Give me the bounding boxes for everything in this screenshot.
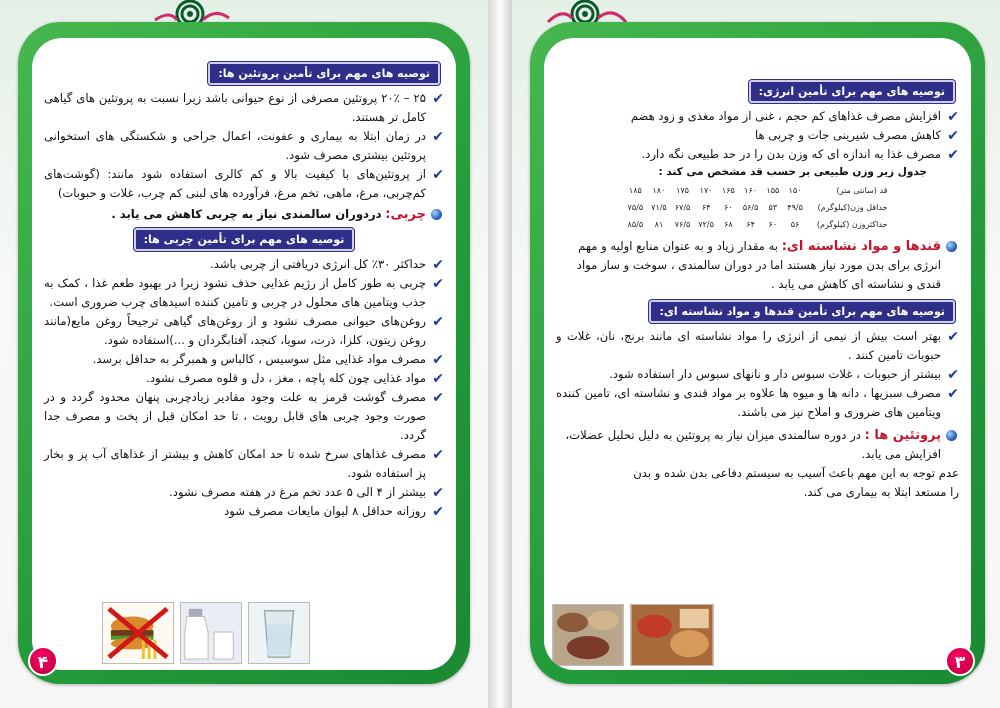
proteins-intro-text: در دوره سالمندی میزان نیاز به پروتئین به دلیل تحلیل عضلات، افزایش می یابد. <box>565 428 941 461</box>
table-cell: حداقل وزن(کیلوگرم) <box>817 203 888 212</box>
page-number-badge: ۴ <box>28 646 58 676</box>
table-cell: ۱۷۵ <box>676 186 689 195</box>
protein-tips-list <box>44 89 444 203</box>
table-cell: ۸۵/۵ <box>627 220 644 229</box>
list-item-text: بهتر است بیش از نیمی از انرژی را مواد نشاسته ای مانند برنج، نان، غلات و حبوبات تامین کنند . <box>556 329 941 362</box>
check-icon: ✔ <box>432 129 444 145</box>
check-icon: ✔ <box>947 109 959 125</box>
list-item-text: مصرف غذا به اندازه ای که وزن بدن را در حد طبیعی نگه دارد. <box>641 147 941 161</box>
carbs-intro-text: به مقدار زیاد و به عنوان منابع اولیه و مهم انرژی برای بدن مورد نیاز هستند اما در دوران سالمندی ، سوخت و ساز مواد قندی و نشاسته ای کاهش می یابد . <box>576 239 941 291</box>
list-item-text: در زمان ابتلا به بیماری و عفونت، اعمال جراحی و شکستگی های استخوانی پروتئین بیشتری مصرف شود. <box>44 129 426 162</box>
list-item <box>44 274 444 312</box>
table-cell: ۷۲/۵ <box>698 220 714 229</box>
check-icon: ✔ <box>432 352 444 368</box>
table-cell: ۱۶۵ <box>721 186 735 195</box>
check-icon: ✔ <box>947 367 959 383</box>
fat-intro <box>44 205 444 224</box>
energy-tips-title: توصیه های مهم برای تأمین انرژی: <box>749 80 955 103</box>
carbs-label: قندها و مواد نشاسته ای: <box>781 239 941 254</box>
list-item <box>44 350 444 369</box>
proteins-note: عدم توجه به این مهم باعث آسیب به سیستم دفاعی بدن شده و بدن را مستعد ابتلا به بیماری می کند. <box>633 466 959 499</box>
table-cell: ۶۴ <box>746 220 755 229</box>
right-photos <box>552 604 714 666</box>
table-cell: ۵۶/۵ <box>742 203 759 212</box>
check-icon: ✔ <box>432 390 444 406</box>
check-icon: ✔ <box>432 257 444 273</box>
right-page-content <box>544 38 971 670</box>
list-item-text: روغن‌های حیوانی مصرف نشود و از روغن‌های گیاهی ترجیحاً روغن مایع(مانند روغن زیتون، کلزا، ذرت، سویا، کنجد، آفتابگردان و ...)استفاده شود. <box>44 314 426 347</box>
table-cell: ۱۶۰ <box>744 186 758 195</box>
left-page <box>18 22 470 684</box>
check-icon: ✔ <box>947 329 959 345</box>
list-item-text: افزایش مصرف غذاهای کم حجم ، غنی از مواد مغذی و زود هضم <box>630 109 941 123</box>
table-cell: قد (سانتی متر) <box>836 186 888 195</box>
list-item <box>44 502 444 521</box>
list-item-text: از پروتئین‌های با کیفیت بالا و کم کالری استفاده شود مانند: (گوشت‌های کم‌چربی، مرغ، ماهی، تخم مرغ، فرآورده های لبنی کم چرب، غلات و حبوبات) <box>44 167 426 200</box>
check-icon: ✔ <box>947 147 959 163</box>
table-cell: ۱۸۰ <box>652 186 666 195</box>
list-item <box>44 165 444 203</box>
list-item <box>556 365 959 384</box>
fat-intro-text: دردوران سالمندی نیاز به چربی کاهش می یابد . <box>111 207 382 221</box>
list-item <box>556 107 959 126</box>
right-page <box>530 22 985 684</box>
list-item <box>556 384 959 422</box>
table-cell: ۱۵۵ <box>766 186 780 195</box>
check-icon: ✔ <box>432 447 444 463</box>
list-item <box>44 127 444 165</box>
list-item-text: کاهش مصرف شیرینی جات و چربی ها <box>754 128 941 142</box>
table-cell: ۶۷/۵ <box>674 203 691 212</box>
lentils-beans-icon <box>630 604 714 666</box>
table-cell: ۴۹/۵ <box>787 203 803 212</box>
book-spine <box>488 0 512 708</box>
check-icon: ✔ <box>432 276 444 292</box>
left-page-content <box>32 38 456 670</box>
check-icon: ✔ <box>432 91 444 107</box>
list-item <box>44 89 444 127</box>
energy-tips-list <box>556 107 959 164</box>
table-cell: ۷۶/۵ <box>674 220 691 229</box>
list-item-text: مصرف مواد غذایی مثل سوسیس ، کالباس و همبرگر به حداقل برسد. <box>92 352 426 366</box>
no-fast-food-icon <box>102 602 174 664</box>
page-number-badge: ۳ <box>945 646 975 676</box>
list-item-text: بیشتر از حبوبات ، غلات سبوس دار و نانهای سبوس دار استفاده شود. <box>609 367 941 381</box>
list-item <box>556 126 959 145</box>
table-cell: ۵۳ <box>768 203 778 212</box>
bullet-dot-icon <box>946 430 957 441</box>
list-item-text: مصرف گوشت قرمز به علت وجود مقادیر زیادچربی پنهان محدود گردد و در صورت وجود چربی های قابل رویت ، تا حد امکان قبل از پخت و مصرف جدا گردد. <box>44 390 426 442</box>
table-cell: ۱۷۰ <box>699 186 713 195</box>
milk-icon <box>180 602 242 664</box>
proteins-intro <box>556 426 959 464</box>
table-row <box>624 182 892 199</box>
list-item-text: روزانه حداقل ۸ لیوان مایعات مصرف شود <box>224 504 426 518</box>
list-item-text: چربی به طور کامل از رژیم غذایی حذف نشود زیرا در بهبود طعم غذا ، کمک به جذب ویتامین های محلول در چربی و تامین کننده اسیدهای چرب ضروری است. <box>44 276 426 309</box>
list-item <box>556 145 959 164</box>
bullet-dot-icon <box>431 209 442 220</box>
list-item-text: بیشتر از ۴ الی ۵ عدد تخم مرغ در هفته مصرف نشود. <box>169 485 426 499</box>
check-icon: ✔ <box>432 371 444 387</box>
table-cell: ۸۱ <box>654 220 664 229</box>
table-cell: ۷۵/۵ <box>627 203 644 212</box>
fat-tips-list <box>44 255 444 521</box>
fat-tips-title: توصیه های مهم برای تأمین چربی ها: <box>134 228 355 251</box>
check-icon: ✔ <box>432 504 444 520</box>
check-icon: ✔ <box>947 128 959 144</box>
table-cell: ۶۰ <box>724 203 733 212</box>
check-icon: ✔ <box>432 485 444 501</box>
table-cell: ۷۱/۵ <box>651 203 667 212</box>
list-item-text: مصرف غذاهای سرخ شده تا حد امکان کاهش و بیشتر از غذاهای آب پز و بخار پز استفاده شود. <box>44 447 426 480</box>
table-cell: ۱۵۰ <box>788 186 802 195</box>
list-item <box>44 388 444 445</box>
list-item-text: مواد غذایی چون کله پاچه ، مغز ، دل و قلوه مصرف نشود. <box>146 371 426 385</box>
table-cell: ۵۶ <box>790 220 800 229</box>
list-item-text: مصرف سبزیها ، دانه ها و میوه ها علاوه بر مواد قندی و نشاسته ای، تامین کننده ویتامین های ضروری و املاح نیز می باشند. <box>556 386 941 419</box>
table-row <box>624 199 892 216</box>
table-cell: ۶۸ <box>724 220 733 229</box>
list-item <box>44 445 444 483</box>
proteins-label: پروتئین ها : <box>864 428 941 443</box>
list-item <box>44 255 444 274</box>
carbs-tips-list <box>556 327 959 422</box>
bullet-dot-icon <box>946 241 957 252</box>
list-item <box>44 483 444 502</box>
carbs-tips-title: توصیه های مهم برای تأمین قندها و مواد نشاسته ای: <box>649 300 955 323</box>
list-item-text: ۲۵ – ۲۰٪ پروتئین مصرفی از نوع حیوانی باشد زیرا نسبت به پروتئین های گیاهی کامل تر هستند. <box>44 91 426 124</box>
carbs-intro <box>556 237 959 294</box>
check-icon: ✔ <box>432 314 444 330</box>
list-item <box>44 312 444 350</box>
table-cell: ۶۰ <box>768 220 778 229</box>
weight-table-caption: جدول زیر وزن طبیعی بر حسب قد مشخص می کند : <box>658 166 927 178</box>
table-row <box>624 216 892 233</box>
left-photos <box>102 602 310 664</box>
check-icon: ✔ <box>947 386 959 402</box>
table-cell: حداکثروزن (کیلوگرم) <box>816 220 888 229</box>
list-item-text: حداکثر ۳۰٪ کل انرژی دریافتی از چربی باشد. <box>210 257 426 271</box>
water-glass-icon <box>248 602 310 664</box>
list-item <box>44 369 444 388</box>
check-icon: ✔ <box>432 167 444 183</box>
weight-table <box>624 182 892 233</box>
protein-tips-title: توصیه های مهم برای تأمین پروتئین ها: <box>208 62 440 85</box>
list-item <box>556 327 959 365</box>
fat-label: چربی: <box>385 207 426 222</box>
grains-sacks-icon <box>552 604 624 666</box>
table-cell: ۶۴ <box>701 203 711 212</box>
table-cell: ۱۸۵ <box>628 186 642 195</box>
